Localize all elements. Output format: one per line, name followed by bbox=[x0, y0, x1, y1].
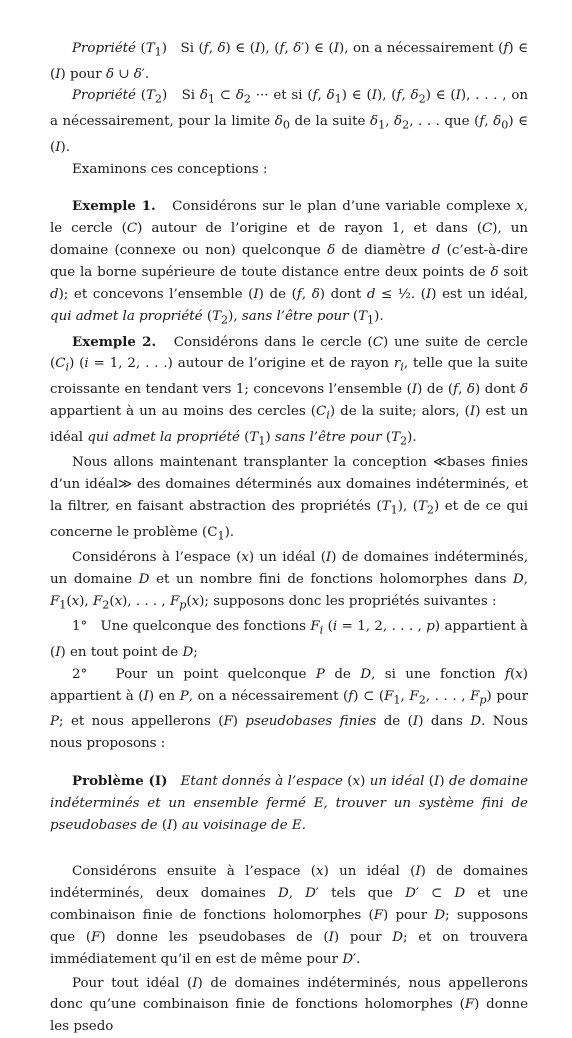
property-t1: Propriété $(T_1)$ Si (f, δ) ∈ (I), (f, δ′) ∈ (I), on a nécessairement (f) ∈ (I) pour δ ∪ δ′. bbox=[50, 38, 528, 85]
problem-i: Problème (I) Etant donnés à l’espace (x) un idéal (I) de domaine indéterminés et un ensemble fermé E, trouver un système fini de pseudobases de (I) au voisinage de E. bbox=[50, 771, 528, 837]
condition-2: 2° Pour un point quelconque P de D, si une fonction f(x) appartient à (I) en P, on a nécessairement (f) ⊂ ($F_1$, $F_2$, . . . , $F_p$) pour P; et nous appellerons (F) pseudobases finies de (I) dans D. Nous nous proposons : bbox=[50, 664, 528, 755]
example-1: Exemple 1. Considérons sur le plan d’une variable complexe x, le cercle (C) autour de l’origine et de rayon 1, et dans (C), un domaine (connexe ou non) quelconque δ de diamètre d (c’est-à-dire que la borne supérieure de toute distance entre deux points de δ soit d); et concevons l’ensemble (I) de (f, δ) dont d ≤ ½. (I) est un idéal, qui admet la propriété $(T_2)$, sans l’être pour $(T_1)$. bbox=[50, 196, 528, 331]
transplant-paragraph: Nous allons maintenant transplanter la conception ≪bases finies d’un idéal≫ des domaines déterminés aux domaines indéterminés, et la filtrer, en faisant abstraction des propriétés $(T_1)$, $(T_2)$ et de ce qui concerne le problème $(C_1)$. bbox=[50, 452, 528, 547]
consider-paragraph: Considérons à l’espace (x) un idéal (I) de domaines indéterminés, un domaine D et un nombre fini de fonctions holomorphes dans D, $F_1(x)$, $F_2(x)$, . . . , $F_p(x)$; supposons donc les propriétés suivantes : bbox=[50, 547, 528, 616]
example-2: Exemple 2. Considérons dans le cercle (C) une suite de cercle $(C_i) (i = 1$, 2, . . .) autour de l’origine et de rayon $r_i$, telle que la suite croissante en tendant vers 1; concevons l’ensemble (I) de (f, δ) dont δ appartient à un au moins des cercles $(C_i)$ de la suite; alors, (I) est un idéal qui admet la propriété $(T_1)$ sans l’être pour $(T_2)$. bbox=[50, 332, 528, 453]
condition-1: 1° Une quelconque des fonctions $F_i$ (i = 1, 2, . . . , p) appartient à (I) en tout point de D; bbox=[50, 616, 528, 663]
intro-line: Examinons ces conceptions : bbox=[50, 159, 528, 181]
property-t2: Propriété $(T_2)$ Si $\delta_1$ ⊂ $\delta_2$ ··· et si (f, $\delta_1$) ∈ (I), (f, $\delta_2$) ∈ (I), . . . , on a nécessairement, pour la limite $\delta_0$ de la suite $\delta_1$, $\delta_2$, . . . que (f, $\delta_0$) ∈ (I). bbox=[50, 85, 528, 158]
final-paragraph: Pour tout idéal (I) de domaines indéterminés, nous appellerons donc qu’une combinaison finie de fonctions holomorphes (F) donne les psedo bbox=[50, 973, 528, 1038]
consider-again-paragraph: Considérons ensuite à l’espace (x) un idéal (I) de domaines indéterminés, deux domaines D, D′ tels que D′ ⊂ D et une combinaison finie de fonctions holomorphes (F) pour D; supposons que (F) donne les pseudobases de (I) pour D; et on trouvera immédiatement qu’il en est de même pour D′. bbox=[50, 861, 528, 971]
